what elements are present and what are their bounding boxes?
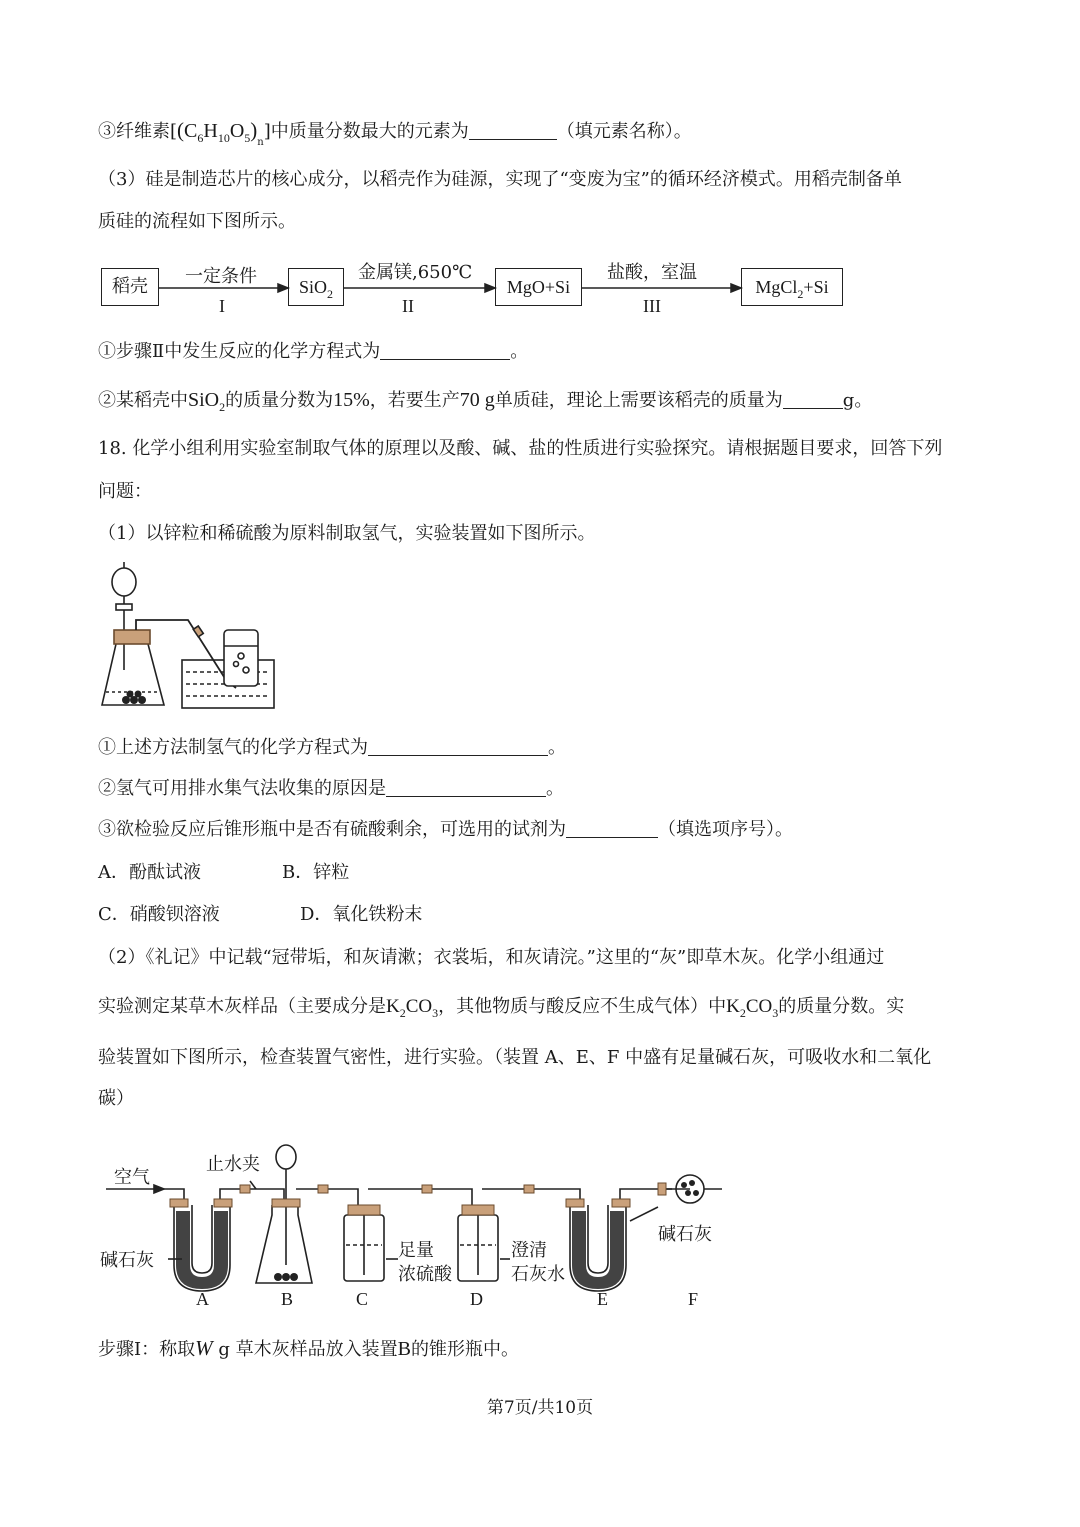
answer-blank[interactable]	[469, 121, 557, 140]
arrow3-condition: 盐酸，室温	[607, 262, 697, 283]
option-c: C．硝酸钡溶液	[98, 904, 220, 925]
arrow3-step: III	[643, 296, 661, 316]
c-reagent-label-2: 浓硫酸	[398, 1264, 452, 1285]
q17-part3-line1: （3）硅是制造芯片的核心成分，以稻壳作为硅源，实现了“变废为宝”的循环经济模式。用稻壳制备单	[98, 169, 902, 190]
arrow2-condition: 金属镁,650℃	[358, 262, 473, 283]
q18-p1-q2: ②氢气可用排水集气法收集的原因是 。	[98, 778, 564, 799]
answer-blank[interactable]	[368, 737, 548, 756]
q18-p1-q1: ①上述方法制氢气的化学方程式为 。	[98, 737, 566, 758]
q18-part2-line2: 实验测定某草木灰样品（主要成分是$K_2CO_3$，其他物质与酸反应不生成气体）中$K_2CO_3$的质量分数。实	[98, 996, 905, 1020]
hydrogen-apparatus-figure	[96, 560, 296, 720]
device-label-f: F	[688, 1289, 699, 1309]
c-reagent-label-1: 足量	[398, 1240, 434, 1261]
answer-blank[interactable]	[783, 390, 843, 409]
flow-arrows	[0, 260, 1080, 320]
arrow1-step: I	[219, 296, 225, 316]
answer-blank[interactable]	[566, 819, 658, 838]
q17-sub1: ①步骤Ⅱ中发生反应的化学方程式为 。	[98, 341, 529, 362]
device-label-e: E	[597, 1289, 608, 1309]
device-label-d: D	[470, 1289, 483, 1309]
q18-part2-line1: （2）《礼记》中记载“冠带垢，和灰请漱；衣裳垢，和灰请浣。”这里的“灰”即草木灰。化学小组通过	[98, 947, 885, 968]
q18-p1-q3: ③欲检验反应后锥形瓶中是否有硫酸剩余，可选用的试剂为 （填选项序号）。	[98, 819, 793, 840]
q18-part1: （1）以锌粒和稀硫酸为原料制取氢气，实验装置如下图所示。	[98, 523, 596, 544]
sodalime-left-label: 碱石灰	[100, 1250, 154, 1271]
q18-line1: 18. 化学小组利用实验室制取气体的原理以及酸、碱、盐的性质进行实验探究。请根据题目要求，回答下列	[98, 438, 943, 459]
d-reagent-label-1: 澄清	[511, 1240, 547, 1261]
item3-prefix: ③纤维素[	[98, 121, 178, 142]
arrow1-condition: 一定条件	[185, 266, 257, 287]
air-label: 空气	[114, 1167, 150, 1188]
flow-box-mgcl2-si: MgCl$_2$+Si	[741, 268, 843, 306]
device-label-a: A	[196, 1289, 209, 1309]
q18-part2-line3: 验装置如下图所示，检查装置气密性，进行实验。（装置 A、E、F 中盛有足量碱石灰，可吸收水和二氧化	[98, 1047, 932, 1068]
answer-blank[interactable]	[386, 778, 546, 797]
clamp-label: 止水夹	[206, 1154, 260, 1175]
device-label-c: C	[356, 1289, 369, 1309]
answer-blank[interactable]	[380, 341, 510, 360]
q18-step1: 步骤Ⅰ：称取W g 草木灰样品放入装置B的锥形瓶中。	[98, 1336, 519, 1360]
flow-box-mgo-si: MgO+Si	[495, 268, 582, 306]
sodalime-right-label: 碱石灰	[658, 1224, 712, 1245]
d-reagent-label-2: 石灰水	[511, 1264, 565, 1285]
flow-box-sio2: SiO$_2$	[288, 268, 344, 306]
q18-line2: 问题：	[98, 481, 152, 502]
flow-box-rice-husk: 稻壳	[101, 268, 159, 306]
q17-item3: ③纤维素$[(C_6H_{10}O_5)_n]$中质量分数最大的元素为 （填元素名称）。	[98, 118, 692, 148]
device-label-b: B	[281, 1289, 294, 1309]
page-footer: 第7页/共10页	[486, 1398, 594, 1418]
arrow2-step: II	[402, 296, 414, 316]
q17-sub2: ②某稻壳中SiO$_2$的质量分数为15%，若要生产70 g单质硅，理论上需要该稻壳的质量为 g。	[98, 389, 873, 414]
option-a: A．酚酞试液	[98, 862, 201, 883]
q18-part2-line4: 碳）	[98, 1088, 134, 1109]
q17-part3-line2: 质硅的流程如下图所示。	[98, 211, 296, 232]
option-b: B．锌粒	[282, 862, 350, 883]
option-d: D．氧化铁粉末	[300, 904, 423, 925]
